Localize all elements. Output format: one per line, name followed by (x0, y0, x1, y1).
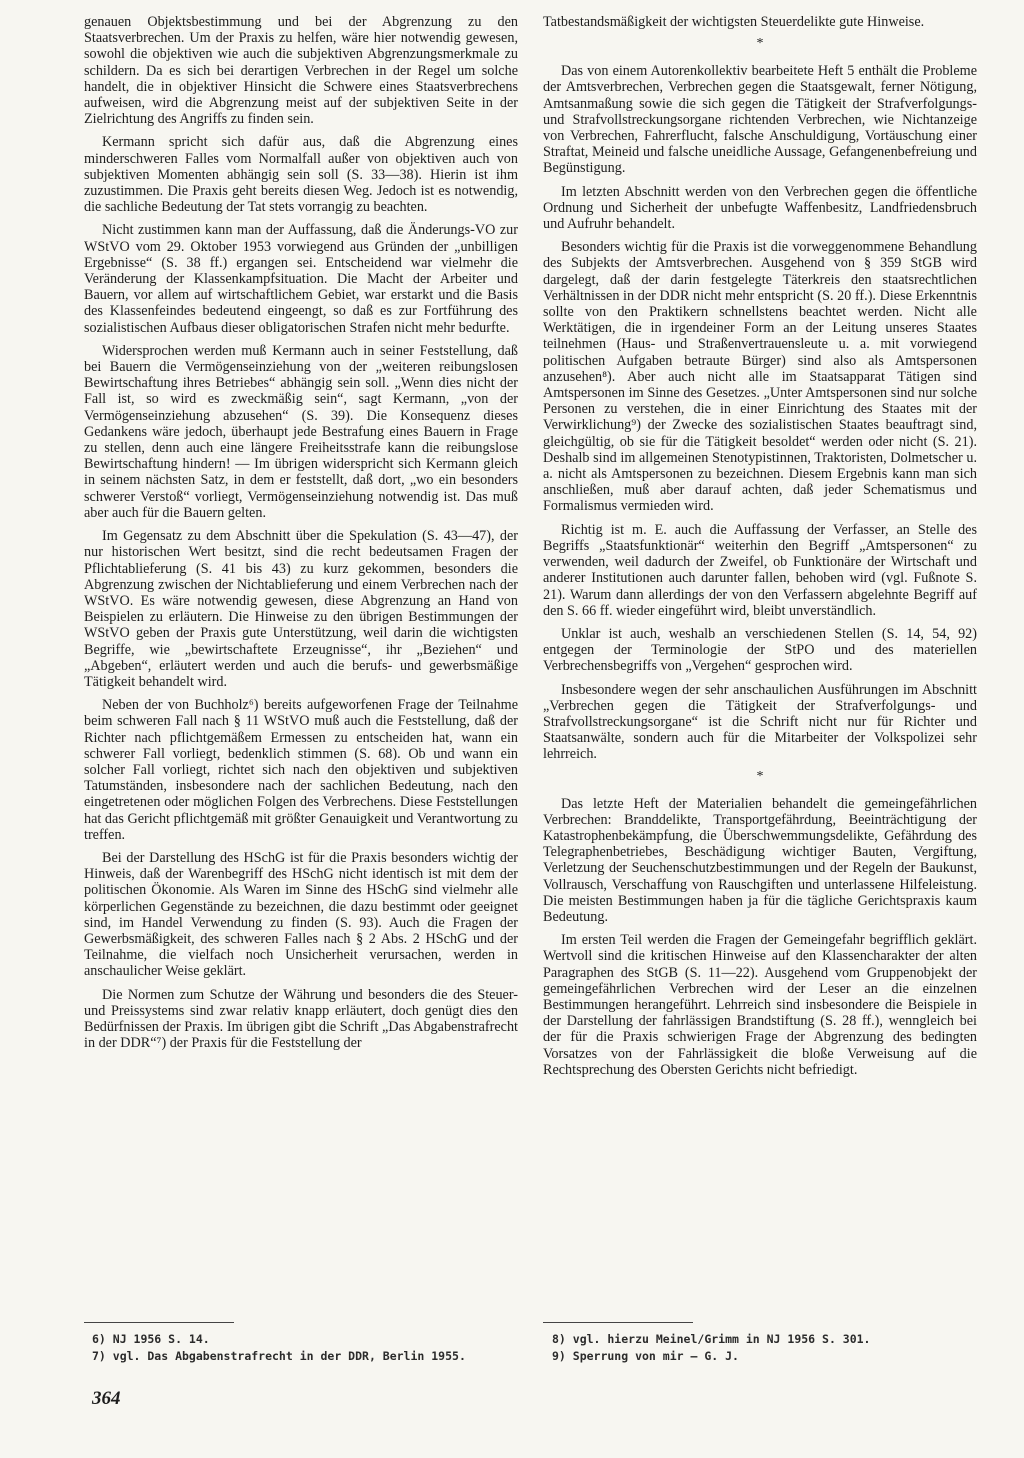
paragraph: Insbesondere wegen der sehr anschaulichen Ausführungen im Abschnitt „Verbrechen gegen die Tätigkeit der Strafverfolgungs- und Strafvollstreckungsorgane“ ist die Schrift nicht nur für Richter und Staatsanwälte, sondern auch für die Mitarbeiter der Volkspolizei sehr lehrreich. (543, 681, 977, 763)
footnote-divider (543, 1322, 693, 1323)
paragraph: Unklar ist auch, weshalb an verschiedenen Stellen (S. 14, 54, 92) entgegen der Terminologie der StPO und des materiellen Verbrechensbegriffs von „Vergehen“ gesprochen wird. (543, 625, 977, 675)
footnote: 8) vgl. hierzu Meinel/Grimm in NJ 1956 S. 301. (552, 1332, 871, 1346)
paragraph: genauen Objektsbestimmung und bei der Abgrenzung zu den Staatsverbrechen. Um der Praxis zu helfen, wäre hier notwendig gewesen, sowohl die objektiven wie auch die subjektiven Abgrenzungsmerkmale zu schildern. Da es sich bei derartigen Verbrechen in der Regel um solche handelt, die in objektiver Hinsicht die Schwere eines Staatsverbrechens aufweisen, wird die Abgrenzung meist auf der subjektiven Seite in der Zielrichtung des Angriffs zu finden sein. (84, 14, 518, 128)
paragraph: Im Gegensatz zu dem Abschnitt über die Spekulation (S. 43—47), der nur historischen Wert besitzt, sind die recht bedeutsamen Fragen der Pflichtablieferung (S. 41 bis 43) zu kurz gekommen, besonders die Abgrenzung zwischen der Nichtablieferung und einem Verbrechen nach der WStVO. Es wäre notwendig gewesen, diese Abgrenzung an Hand von Beispielen zu erläutern. Die Hinweise zu den übrigen Bestimmungen der WStVO geben der Praxis gute Unterstützung, weil darin die wichtigsten Begriffe, wie „bewirtschaftete Erzeugnisse“, ihr „Beziehen“ und „Abgeben“, erläutert werden und auch die berufs- und gewerbsmäßige Tätigkeit behandelt wird. (84, 528, 518, 690)
right-column (543, 14, 977, 1085)
paragraph: Kermann spricht sich dafür aus, daß die Abgrenzung eines minderschweren Falles vom Normalfall außer von objektiven auch von subjektiven Momenten abhängig sein soll (S. 33—38). Hierin ist ihm zuzustimmen. Die Praxis geht bereits diesen Weg. Jedoch ist es notwendig, die sachliche Bedeutung der Tat stets vorrangig zu beachten. (84, 134, 518, 216)
paragraph: Nicht zustimmen kann man der Auffassung, daß die Änderungs-VO zur WStVO vom 29. Oktober 1953 vorwiegend aus Gründen der „unbilligen Ergebnisse“ (S. 38 ff.) ergangen sei. Entscheidend war vielmehr die Veränderung der Klassenkampfsituation. Die Macht der Arbeiter und Bauern, vor allem auf wirtschaftlichem Gebiet, war erstarkt und die Basis des Klassenfeindes bedeutend eingeengt, so daß es zur Fortführung des sozialistischen Aufbaus dieser obligatorischen Strafen nicht mehr bedurfte. (84, 222, 518, 336)
footnotes-left (92, 1332, 526, 1366)
footnote-divider (84, 1322, 234, 1323)
section-separator: * (756, 36, 764, 52)
footnote: 7) vgl. Das Abgabenstrafrecht in der DDR, Berlin 1955. (92, 1349, 466, 1363)
footnotes-right (552, 1332, 986, 1366)
paragraph: Besonders wichtig für die Praxis ist die vorweggenommene Behandlung des Subjekts der Amtsverbrechen. Ausgehend von § 359 StGB wird dargelegt, daß der darin festgelegte Täterkreis den staatsrechtlichen Verhältnissen in der DDR nicht mehr entspricht (S. 20 ff.). Diese Erkenntnis sollte von den Praktikern schnellstens beachtet werden. Nicht alle Werktätigen, die in irgendeiner Form an der Leitung unseres Staates teilnehmen (Haus- und Straßenvertrauensleute u. a. mit vorwiegend politischen Aufgaben betraute Bürger) sind also als Amtspersonen anzusehen⁸). Aber auch nicht alle im Staatsapparat Tätigen sind Amtspersonen im Sinne des Gesetzes. „Unter Amtspersonen sind nur solche Personen zu verstehen, die in einer Einrichtung des Staates mit der Verwirklichung⁹) der Zwecke des sozialistischen Staates beauftragt sind, gleichgültig, ob sie für die Tätigkeit besoldet“ werden oder nicht (S. 21). Deshalb sind im allgemeinen Stenotypistinnen, Traktoristen, Dolmetscher u. a. nicht als Amtspersonen zu bezeichnen. Diesem Ergebnis kann man sich anschließen, muß aber darauf achten, daß jeder Schematismus und Formalismus vermieden wird. (543, 239, 977, 515)
section-separator: * (756, 768, 764, 784)
paragraph: Richtig ist m. E. auch die Auffassung der Verfasser, an Stelle des Begriffs „Staatsfunktionär“ weiterhin den Begriff „Amtspersonen“ zu verwenden, weil dadurch der Zweifel, ob Funktionäre der Wirtschaft und anderer Institutionen auch darunter fallen, behoben wird (vgl. Fußnote S. 21). Warum dann allerdings der von den Verfassern abgelehnte Begriff auf den S. 66 ff. wieder eingeführt wird, bleibt unverständlich. (543, 521, 977, 619)
footnote: 6) NJ 1956 S. 14. (92, 1332, 210, 1346)
footnote: 9) Sperrung von mir — G. J. (552, 1349, 739, 1363)
paragraph: Widersprochen werden muß Kermann auch in seiner Feststellung, daß bei Bauern die Vermögenseinziehung von der „weiteren reibungslosen Bewirtschaftung ihres Betriebes“ abhängig sein soll. „Wenn dies nicht der Fall ist, so wird es zweckmäßig sein“, sagt Kermann, „von der Vermögenseinziehung abzusehen“ (S. 39). Die Konsequenz dieses Gedankens wäre jedoch, überhaupt jede Bestrafung eines Bauern in Frage zu stellen, denn auch eine längere Freiheitsstrafe kann die reibungslose Bewirtschaftung hindern! — Im übrigen widerspricht sich Kermann gleich in seinem nächsten Satz, in dem er feststellt, daß dort, „wo ein besonders schwerer Verstoß“ vorliegt, Vermögenseinziehung notwendig ist. Das muß aber auch für die Bauern gelten. (84, 342, 518, 521)
paragraph: Die Normen zum Schutze der Währung und besonders die des Steuer- und Preissystems sind zwar relativ knapp erläutert, doch genügt dies den Bedürfnissen der Praxis. Im übrigen gibt die Schrift „Das Abgabenstrafrecht in der DDR“⁷) der Praxis für die Feststellung der (84, 986, 518, 1052)
paragraph: Das letzte Heft der Materialien behandelt die gemeingefährlichen Verbrechen: Branddelikte, Transportgefährdung, Beeinträchtigung der Katastrophenbekämpfung, die Überschwemmungsdelikte, Gefährdung des Telegraphenbetriebes, Beschädigung wichtiger Bauten, Vergiftung, Verletzung der Seuchenschutzbestimmungen und der Regeln der Baukunst, Vollrausch, Verschaffung von Rauschgiften und unterlassene Hilfeleistung. Die meisten Bestimmungen haben ja für die tägliche Gerichtspraxis kaum Bedeutung. (543, 795, 977, 925)
paragraph: Das von einem Autorenkollektiv bearbeitete Heft 5 enthält die Probleme der Amtsverbrechen, Verbrechen gegen die Staatsgewalt, ferner Nötigung, Amtsanmaßung sowie die sich gegen die Tätigkeit der Strafverfolgungs- und Strafvollstreckungsorgane richtenden Verbrechen, wie Nichtanzeige von Verbrechen, Fahrerflucht, falsche Anschuldigung, Vortäuschung einer Straftat, Meineid und falsche uneidliche Aussage, Gefangenenbefreiung und Begünstigung. (543, 63, 977, 177)
paragraph: Tatbestandsmäßigkeit der wichtigsten Steuerdelikte gute Hinweise. (543, 14, 925, 30)
paragraph: Im letzten Abschnitt werden von den Verbrechen gegen die öffentliche Ordnung und Sicherheit der unbefugte Waffenbesitz, Landfriedensbruch und Aufruhr behandelt. (543, 183, 977, 233)
left-column (84, 14, 518, 1058)
paragraph: Bei der Darstellung des HSchG ist für die Praxis besonders wichtig der Hinweis, daß der Warenbegriff des HSchG nicht identisch ist mit dem der politischen Ökonomie. Als Waren im Sinne des HSchG sind vielmehr alle körperlichen Gegenstände zu bezeichnen, die dazu bestimmt oder geeignet sind, im Handel Verwendung zu finden (S. 93). Auch die Fragen der Gewerbsmäßigkeit, des schweren Falles nach § 2 Abs. 2 HSchG und der Teilnahme, die vielfach noch Unsicherheit verursachen, werden in anschaulicher Weise geklärt. (84, 849, 518, 980)
page-number: 364 (92, 1388, 121, 1409)
paragraph: Neben der von Buchholz⁶) bereits aufgeworfenen Frage der Teilnahme beim schweren Fall nach § 11 WStVO muß auch die Feststellung, daß der Richter nach pflichtgemäßem Ermessen zu entscheiden hat, wann ein schwerer Fall vorliegt, bedenklich stimmen (S. 68). Ob und wann ein solcher Fall vorliegt, richtet sich nach den objektiven und subjektiven Tatumständen, insbesondere nach der sachlichen Bedeutung, nach den eingetretenen oder möglichen Folgen des Verbrechens. Diese Feststellungen hat das Gericht pflichtgemäß mit größter Genauigkeit und Verantwortung zu treffen. (84, 697, 518, 843)
paragraph: Im ersten Teil werden die Fragen der Gemeingefahr begrifflich geklärt. Wertvoll sind die kritischen Hinweise auf den Klassencharakter der alten Paragraphen des StGB (S. 11—22). Ausgehend vom Gruppenobjekt der gemeingefährlichen Verbrechen wird der Leser an die einzelnen Bestimmungen herangeführt. Lehrreich sind insbesondere die Beispiele in der Darstellung der fahrlässigen Brandstiftung (S. 28 ff.), wenngleich bei der für die Praxis schwierigen Frage der Abgrenzung des bedingten Vorsatzes von der Fahrlässigkeit die bloße Verweisung auf die Rechtsprechung des Obersten Gerichts nicht befriedigt. (543, 932, 977, 1078)
